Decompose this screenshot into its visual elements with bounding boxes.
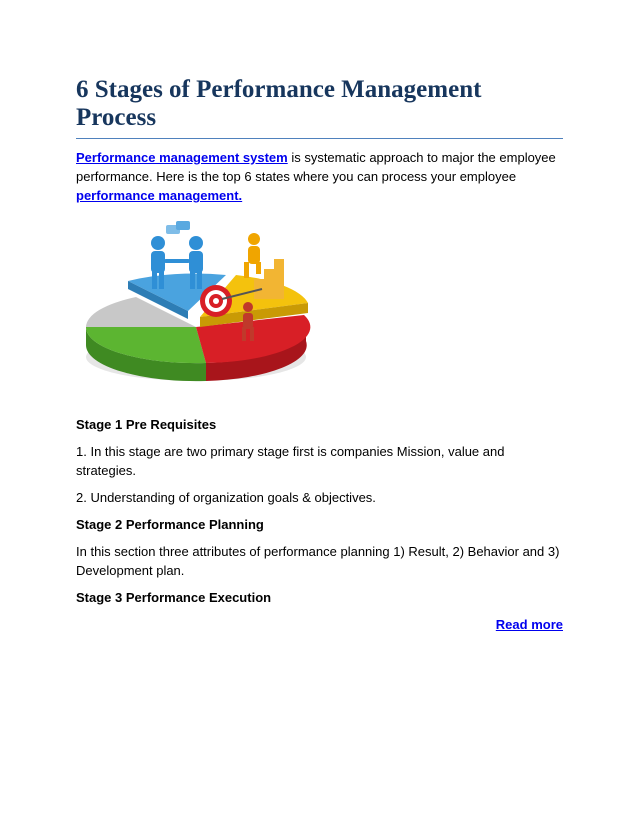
performance-management-link[interactable]: performance management. (76, 188, 243, 203)
read-more-link[interactable]: Read more (495, 617, 563, 632)
stage-1-heading: Stage 1 Pre Requisites (76, 417, 217, 432)
intro-paragraph (76, 148, 563, 205)
intro-text: is systematic approach to major the employee performance. Here is the top 6 states where you can process your employee (76, 150, 556, 184)
stage-2-text: In this section three attributes of performance planning 1) Result, 2) Behavior and 3) Development plan. (76, 544, 560, 578)
stage-1-point-2: 2. Understanding of organization goals & objectives. (76, 490, 376, 505)
performance-management-system-link[interactable]: Performance management system (76, 150, 288, 165)
performance-pie-illustration (76, 219, 316, 389)
document-page (76, 0, 563, 634)
stage-1-point-1: 1. In this stage are two primary stage first is companies Mission, value and strategies. (76, 444, 505, 478)
page-title: 6 Stages of Performance Management Process (76, 76, 482, 131)
stage-2-heading: Stage 2 Performance Planning (76, 517, 264, 532)
read-more-row (76, 615, 563, 634)
stage-3-heading: Stage 3 Performance Execution (76, 590, 272, 605)
title-underline (76, 138, 563, 139)
